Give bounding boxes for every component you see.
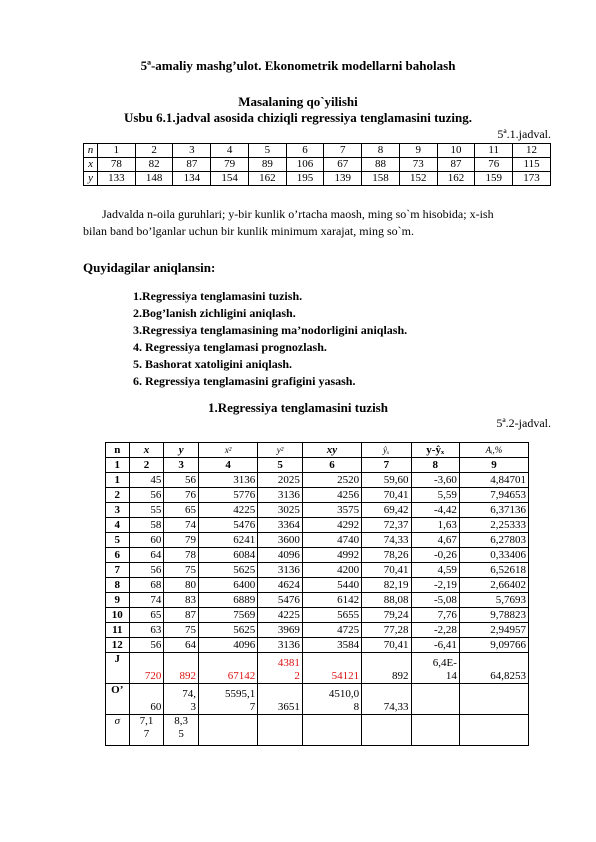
table-cell: 9 [399, 144, 437, 158]
table-cell [459, 715, 528, 746]
table-cell: 5625 [199, 563, 258, 578]
table-cell: 6,37136 [459, 503, 528, 518]
column-header: y-ŷₓ [411, 443, 459, 458]
table-cell [302, 684, 361, 715]
table-cell: 152 [399, 172, 437, 186]
table-cell: 158 [362, 172, 400, 186]
page-title: 5ª-amaliy mashg’ulot. Ekonometrik modellarni baholash [140, 58, 456, 73]
row-number: 4 [106, 518, 130, 533]
column-index: 3 [164, 458, 199, 473]
column-index: 6 [302, 458, 361, 473]
table-cell: 159 [475, 172, 513, 186]
table-cell: -0,26 [411, 548, 459, 563]
column-index: 4 [199, 458, 258, 473]
cell-line: 7 [249, 701, 256, 713]
table-cell: 64 [129, 548, 164, 563]
table-cell: 89 [248, 158, 286, 172]
table-cell: 45 [129, 473, 164, 488]
table-cell: 162 [437, 172, 475, 186]
table2-index-row [106, 458, 529, 473]
row-label: x [84, 158, 98, 172]
column-index: 8 [411, 458, 459, 473]
table-cell: 5776 [199, 488, 258, 503]
table-cell: 1,63 [411, 518, 459, 533]
table-cell: 892 [362, 653, 411, 684]
cell-line: 74, [182, 688, 197, 700]
table-cell: 70,41 [362, 638, 411, 653]
table-cell [164, 715, 199, 746]
table1-row [84, 144, 551, 158]
table-cell: 4,59 [411, 563, 459, 578]
table-cell: 6,52618 [459, 563, 528, 578]
table-cell [411, 684, 459, 715]
row-label: σ [106, 715, 130, 746]
row-label: O’ [106, 684, 130, 715]
table-cell: 82,19 [362, 578, 411, 593]
table-cell: 78 [98, 158, 136, 172]
table-cell: 154 [211, 172, 249, 186]
table-row [106, 593, 529, 608]
table-cell: 82 [135, 158, 173, 172]
table-row [106, 608, 529, 623]
table-cell: 70,41 [362, 488, 411, 503]
table-cell: 2,66402 [459, 578, 528, 593]
table-cell: 73 [399, 158, 437, 172]
table-cell [258, 715, 303, 746]
cell-line: 8 [353, 701, 360, 713]
table-cell: 3 [173, 144, 211, 158]
row-label: y [84, 172, 98, 186]
table-cell: 4292 [302, 518, 361, 533]
table-row [106, 473, 529, 488]
row-number: 8 [106, 578, 130, 593]
table-cell: 4096 [258, 548, 303, 563]
table-cell: 6400 [199, 578, 258, 593]
column-header: n [106, 443, 130, 458]
sigma-row [106, 715, 529, 746]
cell-line: 5 [178, 728, 184, 740]
table-cell: 4096 [199, 638, 258, 653]
table-cell: 4 [211, 144, 249, 158]
table-cell: 7569 [199, 608, 258, 623]
row-label: n [84, 144, 98, 158]
table-cell: 54121 [302, 653, 361, 684]
table-cell: 5476 [258, 593, 303, 608]
row-number: 10 [106, 608, 130, 623]
cell-line: 4510,0 [328, 688, 360, 700]
table-cell [302, 715, 361, 746]
table-cell: 64,8253 [459, 653, 528, 684]
table-cell: 6142 [302, 593, 361, 608]
table-cell: 3025 [258, 503, 303, 518]
table-cell: 67142 [199, 653, 258, 684]
table-cell: 3136 [199, 473, 258, 488]
table-cell [164, 684, 199, 715]
list-item: 6. Regressiya tenglamasini grafigini yasash. [133, 374, 356, 388]
row-label: J [106, 653, 130, 684]
column-index: 9 [459, 458, 528, 473]
table-cell: 5476 [199, 518, 258, 533]
column-header: y² [258, 443, 303, 458]
table-cell: 72,37 [362, 518, 411, 533]
table-cell: -2,28 [411, 623, 459, 638]
column-header: y [164, 443, 199, 458]
cell-line: 3 [190, 701, 197, 713]
table-cell: 892 [164, 653, 199, 684]
table-cell [129, 715, 164, 746]
paragraph-line-2: bilan band bo’lganlar uchun bir kunlik minimum xarajat, ming so`m. [83, 224, 414, 238]
column-header: x [129, 443, 164, 458]
cell-line: 8,3 [174, 715, 189, 727]
table-cell: 1 [98, 144, 136, 158]
table-cell [411, 653, 459, 684]
table-cell: 88,08 [362, 593, 411, 608]
table-cell: 4200 [302, 563, 361, 578]
row-number: 2 [106, 488, 130, 503]
mean-row [106, 684, 529, 715]
table-cell: 4992 [302, 548, 361, 563]
table-cell: 9,09766 [459, 638, 528, 653]
table-cell: 69,42 [362, 503, 411, 518]
table-cell: 6241 [199, 533, 258, 548]
table-cell: 6 [286, 144, 324, 158]
table-cell [362, 715, 411, 746]
table-cell: 65 [129, 608, 164, 623]
table-cell: -2,19 [411, 578, 459, 593]
table-cell: 2,25333 [459, 518, 528, 533]
table-cell: 5625 [199, 623, 258, 638]
cell-line: 7,1 [139, 715, 154, 727]
row-number: 5 [106, 533, 130, 548]
cell-line: 6,4E- [432, 657, 457, 669]
table-cell: 76 [475, 158, 513, 172]
table-cell: 4725 [302, 623, 361, 638]
table1-row [84, 172, 551, 186]
table-cell: 77,28 [362, 623, 411, 638]
table-cell: -3,60 [411, 473, 459, 488]
table-cell: 64 [164, 638, 199, 653]
sum-row [106, 653, 529, 684]
table-cell: 56 [129, 638, 164, 653]
list-item: 4. Regressiya tenglamasi prognozlash. [133, 340, 327, 354]
table-row [106, 533, 529, 548]
section-heading: Quyidagilar aniqlansin: [83, 260, 216, 275]
table-row [106, 563, 529, 578]
table-cell: 59,60 [362, 473, 411, 488]
table-cell: 87 [173, 158, 211, 172]
table-cell: 75 [164, 563, 199, 578]
table-row [106, 623, 529, 638]
table-cell: 70,41 [362, 563, 411, 578]
table-cell: 3136 [258, 563, 303, 578]
table-cell: 133 [98, 172, 136, 186]
table-cell: 9,78823 [459, 608, 528, 623]
table-cell: 4740 [302, 533, 361, 548]
column-index: 5 [258, 458, 303, 473]
cell-line: 5595,1 [225, 688, 256, 700]
column-header: ŷₓ [362, 443, 411, 458]
table-cell: 115 [513, 158, 551, 172]
row-number: 12 [106, 638, 130, 653]
table-cell: 5,59 [411, 488, 459, 503]
table-row [106, 578, 529, 593]
table-cell: 106 [286, 158, 324, 172]
table-cell: 6084 [199, 548, 258, 563]
table-cell: 6,27803 [459, 533, 528, 548]
table-cell: 720 [129, 653, 164, 684]
table-cell: 60 [129, 533, 164, 548]
table-cell: 162 [248, 172, 286, 186]
table-cell: 56 [164, 473, 199, 488]
table-cell: 65 [164, 503, 199, 518]
table-cell: -4,42 [411, 503, 459, 518]
table-cell: 7,94653 [459, 488, 528, 503]
table-cell: 7,76 [411, 608, 459, 623]
column-index: 7 [362, 458, 411, 473]
table-cell: 60 [129, 684, 164, 715]
row-number: 11 [106, 623, 130, 638]
subtitle: Masalaning qo`yilishi [238, 94, 358, 109]
table-cell: 8 [362, 144, 400, 158]
cell-line: 4381 [277, 657, 300, 669]
table-cell: 76 [164, 488, 199, 503]
table-cell: 3136 [258, 488, 303, 503]
list-item: 1.Regressiya tenglamasini tuzish. [133, 289, 303, 303]
table-cell: 3575 [302, 503, 361, 518]
table-cell: 58 [129, 518, 164, 533]
table-row [106, 488, 529, 503]
table-cell: 3600 [258, 533, 303, 548]
cell-line: 2 [294, 670, 300, 682]
table-row [106, 518, 529, 533]
table-cell: 78 [164, 548, 199, 563]
table-cell [199, 684, 258, 715]
table-cell: 74 [129, 593, 164, 608]
table-cell: 5,7693 [459, 593, 528, 608]
table-cell: 134 [173, 172, 211, 186]
row-number: 9 [106, 593, 130, 608]
table-cell: 11 [475, 144, 513, 158]
table-cell: 3584 [302, 638, 361, 653]
list-item: 3.Regressiya tenglamasining ma’nodorligini aniqlash. [133, 323, 408, 337]
table2-header-row [106, 443, 529, 458]
table-cell: 83 [164, 593, 199, 608]
table-cell: 68 [129, 578, 164, 593]
table-cell: 4256 [302, 488, 361, 503]
table-cell: -5,08 [411, 593, 459, 608]
table-cell: 2,94957 [459, 623, 528, 638]
table-cell: 75 [164, 623, 199, 638]
row-number: 1 [106, 473, 130, 488]
table-cell: 79 [211, 158, 249, 172]
table-cell: 55 [129, 503, 164, 518]
table-cell: 80 [164, 578, 199, 593]
table-cell: 4225 [258, 608, 303, 623]
table-cell: 4624 [258, 578, 303, 593]
task-list [133, 288, 407, 390]
table-cell: 88 [362, 158, 400, 172]
table-cell: 3651 [258, 684, 303, 715]
table1-caption: 5ª.1.jadval. [497, 127, 551, 141]
table-cell: 139 [324, 172, 362, 186]
table-cell: 79 [164, 533, 199, 548]
table-cell [199, 715, 258, 746]
table-cell: 63 [129, 623, 164, 638]
table-cell: 74 [164, 518, 199, 533]
table-cell: 0,33406 [459, 548, 528, 563]
table-cell: 56 [129, 563, 164, 578]
table-cell: 12 [513, 144, 551, 158]
list-item: 5. Bashorat xatoligini aniqlash. [133, 357, 293, 371]
table-cell: 2 [135, 144, 173, 158]
table-cell: 3136 [258, 638, 303, 653]
column-header: Aᵢ,% [459, 443, 528, 458]
table-cell: 148 [135, 172, 173, 186]
table-cell: 173 [513, 172, 551, 186]
cell-line: 7 [143, 728, 150, 740]
table-cell: 2520 [302, 473, 361, 488]
table-cell: 5655 [302, 608, 361, 623]
table-cell: 74,33 [362, 684, 411, 715]
row-number: 7 [106, 563, 130, 578]
paragraph-line-1: Jadvalda n-oila guruhlari; y-bir kunlik o’rtacha maosh, ming so`m hisobida; x-ish [102, 207, 494, 221]
column-index: 1 [106, 458, 130, 473]
table-cell: 195 [286, 172, 324, 186]
table-cell: 74,33 [362, 533, 411, 548]
table2-caption: 5ª.2-jadval. [496, 416, 551, 430]
table-row [106, 548, 529, 563]
table-cell [459, 684, 528, 715]
column-header: xy [302, 443, 361, 458]
table-cell: 79,24 [362, 608, 411, 623]
table1-row [84, 158, 551, 172]
table-cell: -6,41 [411, 638, 459, 653]
table-row [106, 638, 529, 653]
table-cell: 5 [248, 144, 286, 158]
section2-heading: 1.Regressiya tenglamasini tuzish [208, 400, 388, 415]
table-cell: 3364 [258, 518, 303, 533]
table1 [83, 143, 551, 186]
table-row [106, 503, 529, 518]
cell-line: 14 [445, 670, 457, 682]
table-cell [411, 715, 459, 746]
row-number: 3 [106, 503, 130, 518]
table-cell: 78,26 [362, 548, 411, 563]
table-cell: 7 [324, 144, 362, 158]
table-cell: 4,67 [411, 533, 459, 548]
table-cell: 4,84701 [459, 473, 528, 488]
table-cell: 87 [437, 158, 475, 172]
table-cell: 10 [437, 144, 475, 158]
table-cell [258, 653, 303, 684]
table-cell: 87 [164, 608, 199, 623]
table2 [105, 442, 529, 746]
table-cell: 56 [129, 488, 164, 503]
table-cell: 4225 [199, 503, 258, 518]
column-header: x² [199, 443, 258, 458]
list-item: 2.Bog’lanish zichligini aniqlash. [133, 306, 296, 320]
table-cell: 5440 [302, 578, 361, 593]
column-index: 2 [129, 458, 164, 473]
table-cell: 6889 [199, 593, 258, 608]
task-statement: Usbu 6.1.jadval asosida chiziqli regressiya tenglamasini tuzing. [123, 110, 473, 125]
table-cell: 67 [324, 158, 362, 172]
table-cell: 2025 [258, 473, 303, 488]
row-number: 6 [106, 548, 130, 563]
table-cell: 3969 [258, 623, 303, 638]
